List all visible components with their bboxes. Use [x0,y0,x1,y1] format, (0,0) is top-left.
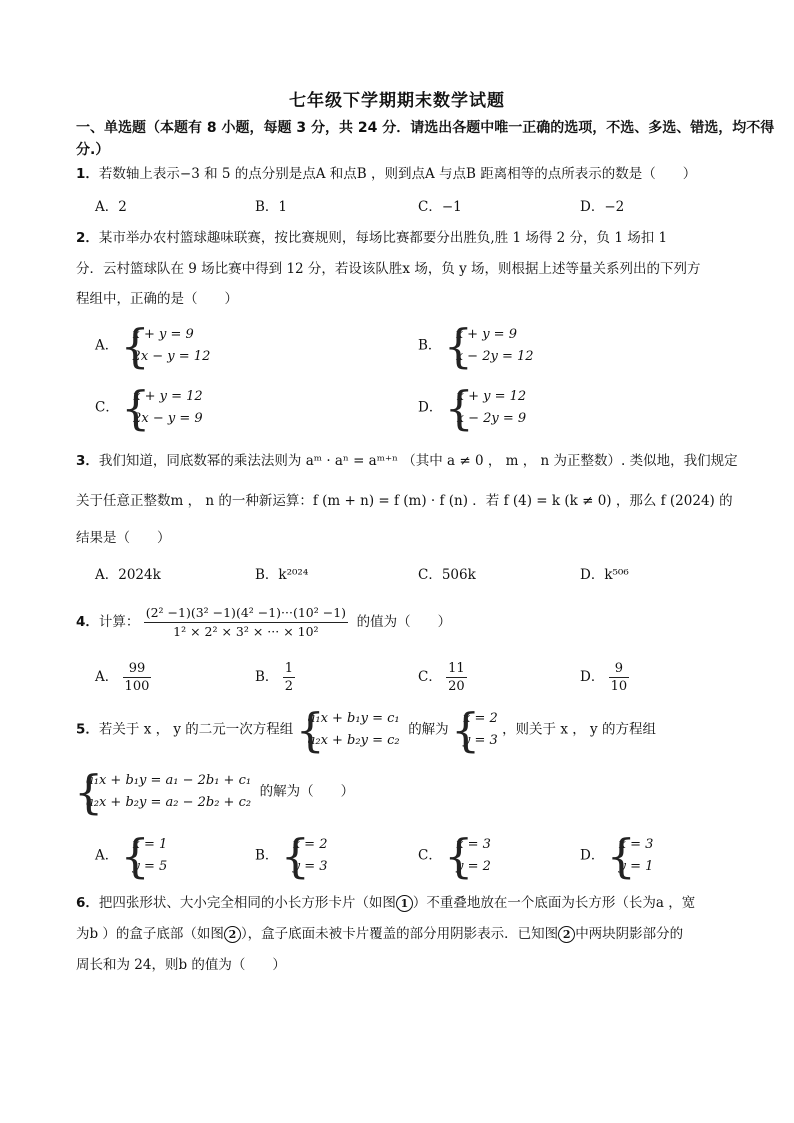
equation-system: { x + y = 12 2x − y = 9 [123,386,203,430]
question-6-line-3: 周长和为 24，则b 的值为（ ） [76,957,286,973]
option-c: C．506k [418,567,476,583]
option-a: A．2024k [95,567,161,583]
figure-1-marker: 1 [396,895,413,912]
question-text: 中两块阴影部分的 [575,926,684,942]
option-b [418,324,534,368]
question-2 [76,228,667,248]
question-text: 若数轴上表示−3 和 5 的点分别是点A 和点B ，则到点A 与点B 距离相等的点所表示的数是（ ） [98,166,697,182]
section-heading: 一、单选题（本题有 8 小题，每题 3 分，共 24 分．请选出各题中唯一正确的选项，不选、多选、错选，均不得分.） [76,120,775,158]
equation-system: { a₁x + b₁y = c₁ a₂x + b₂y = c₂ [298,708,400,752]
solution-system: { x = 2 y = 3 [453,708,498,752]
option-a [95,834,167,878]
question-text: 若关于 x ， y 的二元一次方程组 [98,721,294,738]
option-label: C． [418,847,442,864]
option-label: B． [255,847,279,864]
question-text-line-3: 程组中，正确的是（ ） [76,291,238,307]
option-d [580,834,653,878]
question-text-line-2: 分．云村篮球队在 9 场比赛中得到 12 分，若设该队胜x 场，负 y 场，则根据上述等量关系列出的下列方 [76,261,701,277]
question-text: 的解为（ ） [259,783,355,800]
question-text: ，则关于 x ， y 的方程组 [502,721,656,738]
option-fraction: $\frac{1}{2}$ [284,661,293,694]
option-label: C． [418,669,442,685]
figure-2-marker: 2 [558,926,575,943]
option-fraction: $\frac{9}{10}$ [610,661,628,694]
option-label: D． [580,669,605,685]
equation-system: { a₁x + b₁y = a₁ − 2b₁ + c₁ a₂x + b₂y = a₂ − 2b₂ + c₂ [76,770,251,814]
equation-system: { x = 1 y = 5 [123,834,168,878]
question-number: 2． [76,230,99,246]
equation-system: { x = 3 y = 1 [609,834,654,878]
question-3 [76,451,738,471]
option-a [95,660,151,695]
option-c [418,660,467,695]
question-text: ）不重叠地放在一个底面为长方形（长为a ，宽 [412,895,696,911]
question-suffix: 的值为（ ） [356,614,452,630]
option-label: D． [580,847,605,864]
question-1 [76,164,696,184]
option-a: A．2 [95,199,127,215]
option-b: B．k²⁰²⁴ [255,567,309,583]
question-5-line-2 [76,770,354,814]
question-4 [76,604,451,641]
equation-system: { x + y = 12 x − 2y = 9 [447,386,527,430]
option-label: A． [95,669,119,685]
option-b [255,834,328,878]
option-label: C． [95,399,119,416]
question-text: 为b ）的盒子底部（如图 [76,926,224,942]
option-label: A． [95,847,119,864]
option-c: C．−1 [418,199,462,215]
option-a [95,324,210,368]
question-text: 把四张形状、大小完全相同的小长方形卡片（如图 [98,895,396,911]
question-text-line-1: 某市举办农村篮球趣味联赛，按比赛规则，每场比赛都要分出胜负,胜 1 场得 2 分，负 1 场扣 1 [98,230,668,246]
question-number: 3． [76,453,99,469]
question-prefix: 计算： [98,614,140,630]
option-b [255,660,295,695]
question-6 [76,893,695,913]
option-d [580,660,629,695]
question-text-line-1: 我们知道，同底数幂的乘法法则为 aᵐ · aⁿ = aᵐ⁺ⁿ （其中 a ≠ 0 ， m ， n 为正整数）. 类似地，我们规定 [98,453,738,469]
option-fraction: $\frac{11}{20}$ [448,661,465,694]
question-5 [76,708,656,752]
fraction-denominator: 1² × 2² × 3² × ··· × 10² [173,624,319,639]
option-label: B． [418,337,442,354]
question-text-line-2: 关于任意正整数m ， n 的一种新运算：f (m + n) = f (m) · f (n) ．若 f (4) = k (k ≠ 0) ，那么 f (2024) 的 [76,493,733,509]
option-d: D．−2 [580,199,625,215]
option-label: D． [418,399,443,416]
equation-system: { x + y = 9 2x − y = 12 [123,324,211,368]
option-c [95,386,203,430]
question-number: 4． [76,614,99,630]
figure-2-marker: 2 [224,926,241,943]
option-d [418,386,526,430]
option-d: D．k⁵⁰⁶ [580,567,629,583]
option-c [418,834,491,878]
fraction-numerator: (2² −1)(3² −1)(4² −1)···(10² −1) [144,604,348,623]
option-label: A． [95,337,119,354]
expression-fraction [144,604,348,641]
question-6-line-2 [76,924,683,944]
equation-system: { x = 2 y = 3 [283,834,328,878]
equation-system: { x = 3 y = 2 [446,834,491,878]
question-text-line-3: 结果是（ ） [76,530,171,546]
page-title: 七年级下学期期末数学试题 [289,91,505,111]
equation-system: { x + y = 9 x − 2y = 12 [446,324,534,368]
option-label: B． [255,669,279,685]
question-text: 的解为 [408,721,449,738]
question-number: 5． [76,721,99,738]
question-number: 1． [76,166,99,182]
option-b: B．1 [255,199,288,215]
question-text: ），盒子底面未被卡片覆盖的部分用阴影表示．已知图 [240,926,559,942]
question-number: 6． [76,895,99,911]
option-fraction: $\frac{99}{100}$ [124,661,150,694]
